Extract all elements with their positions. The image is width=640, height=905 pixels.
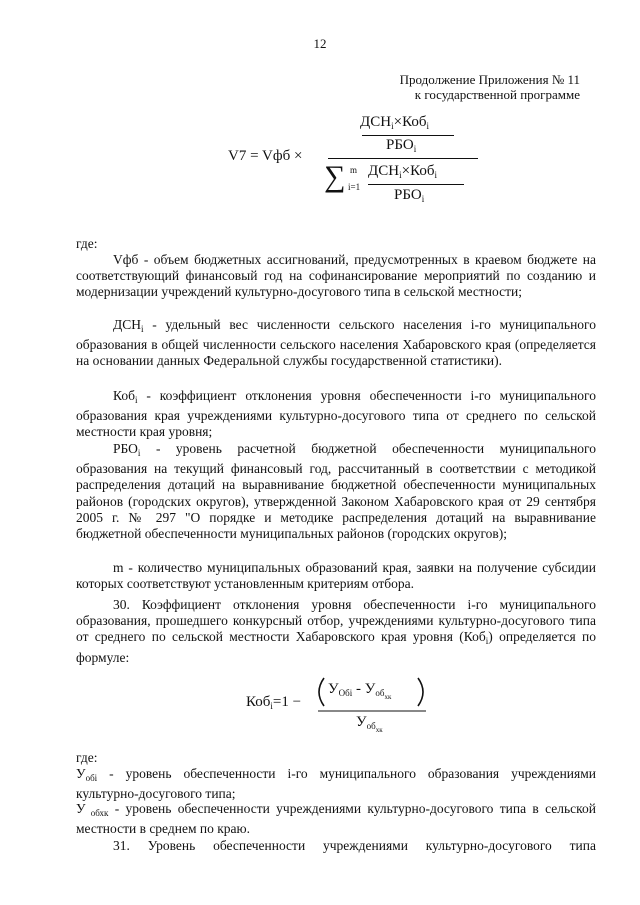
appendix-header bbox=[400, 72, 580, 102]
where-label-1: где: bbox=[76, 236, 98, 251]
definition-vfb: Vфб - объем бюджетных ассигнований, предусмотренных в краевом бюджете на соответствующий финансовый год на софинансирование мероприятий по созданию и модернизации учреждений культурно-досугового типа в сельской местности; bbox=[76, 252, 596, 300]
formula-v7-top-num: $ДСН_i\times Коб_i$ bbox=[360, 114, 429, 131]
definition-kob: Коб$_i$ - коэффициент отклонения уровня обеспеченности i-го муниципального образования края учреждениями культурно-досугового типа от среднего по сельской местности края уровня; bbox=[76, 388, 596, 440]
formula-v7-bottom-num: $ДСН_i\times Коб_i$ bbox=[368, 163, 437, 180]
formula-v7-main-bar bbox=[328, 158, 478, 159]
page-number: 12 bbox=[313, 36, 327, 51]
formula-kob bbox=[246, 672, 446, 742]
definition-dsn: $ДСН_i$ - удельный вес численности сельского населения i-го муниципального образования в общей численности сельского населения Хабаровского края (определяется на основании данных Федеральной службы государственной статистики). bbox=[76, 317, 596, 369]
formula-v7-top-den: $РБО_i$ bbox=[386, 137, 417, 154]
formula-v7 bbox=[228, 110, 488, 220]
definition-m: m - количество муниципальных образований края, заявки на получение субсидии которых соответствуют установленным критериям отбора. bbox=[76, 560, 596, 592]
formula-v7-lhs: V7 = Vфб × bbox=[228, 148, 303, 164]
definition-rbo: $РБО_i$ - уровень расчетной бюджетной обеспеченности муниципального образования на текущий финансовый год, рассчитанный в соответствии с методикой распределения дотаций на выравнивание бюджетной обеспеченности муниципальных районов (городских округов), утвержденной Законом Хабаровского края от 29 сентября 2005 г. № 297 "О порядке и методике распределения дотаций на выравнивание бюджетной обеспеченности муниципальных районов (городских округов); bbox=[76, 441, 596, 542]
appendix-header-line1: Продолжение Приложения № 11 bbox=[399, 72, 580, 87]
paragraph-30: 30. Коэффициент отклонения уровня обеспеченности i-го муниципального образования, прошедшего конкурсный отбор, учреждениями культурно-досугового типа от среднего по сельской местности Хабаровского края уровня (Коб$_i$) определяется по формуле: bbox=[76, 597, 597, 665]
sum-icon: ∑ bbox=[324, 160, 346, 193]
sum-upper-limit: m bbox=[350, 165, 358, 175]
where-label-2: где: bbox=[76, 750, 98, 765]
formula-kob-lhs: Коб$_i$=1 − bbox=[246, 694, 302, 711]
definition-u-obxk: У $_{обхк}$ - уровень обеспеченности учреждениями культурно-досугового типа в сельской местности в среднем по краю. bbox=[76, 801, 597, 837]
paragraph-31: 31. Уровень обеспеченности учреждениями культурно-досугового типа bbox=[113, 838, 596, 853]
formula-kob-numerator: $У_{Обi} - У_{обхк}$ bbox=[328, 681, 392, 701]
formula-v7-bottom-bar bbox=[368, 184, 464, 185]
appendix-header-line2: к государственной программе bbox=[414, 87, 580, 102]
formula-v7-bottom-den: $РБО_i$ bbox=[394, 187, 425, 204]
definition-u-obi: $У_{обi}$ - уровень обеспеченности i-го муниципального образования учреждениями культурно-досугового типа; bbox=[76, 766, 596, 802]
formula-kob-denominator: $У_{обхк}$ bbox=[356, 714, 383, 734]
formula-v7-top-bar bbox=[362, 135, 454, 136]
sum-lower-limit: i=1 bbox=[348, 182, 361, 192]
